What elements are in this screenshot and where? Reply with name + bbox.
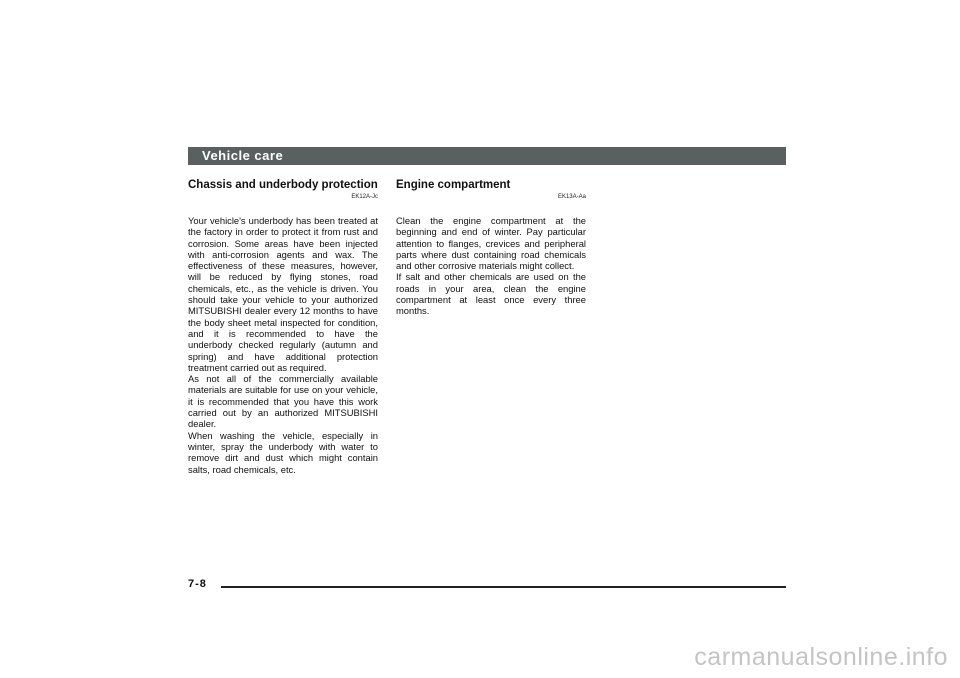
chassis-protection-code: EK12A-Jc [351,194,378,200]
page-number: 7-8 [188,578,207,590]
body-paragraph: If salt and other chemicals are used on the roads in your area, clean the engine compartment at least once every three months. [396,271,586,317]
chassis-protection-section [188,178,378,475]
engine-compartment-title: Engine compartment [396,179,511,191]
chassis-protection-title: Chassis and underbody protection [188,179,378,191]
engine-compartment-code: EK13A-Aa [557,194,586,200]
chassis-protection-body [188,215,378,475]
footer-rule [221,586,786,588]
watermark-text: carmanualsonline.info [694,643,948,671]
body-paragraph: When washing the vehicle, especially in winter, spray the underbody with water to remove dirt and dust which might contain salts, road chemicals, etc. [188,429,378,475]
section-header-title: Vehicle care [202,148,284,163]
engine-compartment-body [396,215,586,317]
engine-compartment-section [396,178,586,317]
body-paragraph: As not all of the commercially available materials are suitable for use on your vehicle, it is recommended that you have this work carried out by an authorized MITSUBISHI dealer. [188,373,378,430]
section-header-bar [188,147,786,165]
body-paragraph: Clean the engine compartment at the beginning and end of winter. Pay particular attention to flanges, crevices and peripheral parts where dust containing road chemicals and other corrosive materials might collect. [396,215,586,272]
body-paragraph: Your vehicle's underbody has been treated at the factory in order to protect it from rust and corrosion. Some areas have been injected with anti-corrosion agents and wax. The effectiveness of these measures, however, will be reduced by flying stones, road chemicals, etc., as the vehicle is driven. You should take your vehicle to your authorized MITSUBISHI dealer every 12 months to have the body sheet metal inspected for condition, and it is recommended to have the underbody checked regularly (autumn and spring) and have additional protection treatment carried out as required. [188,215,378,373]
